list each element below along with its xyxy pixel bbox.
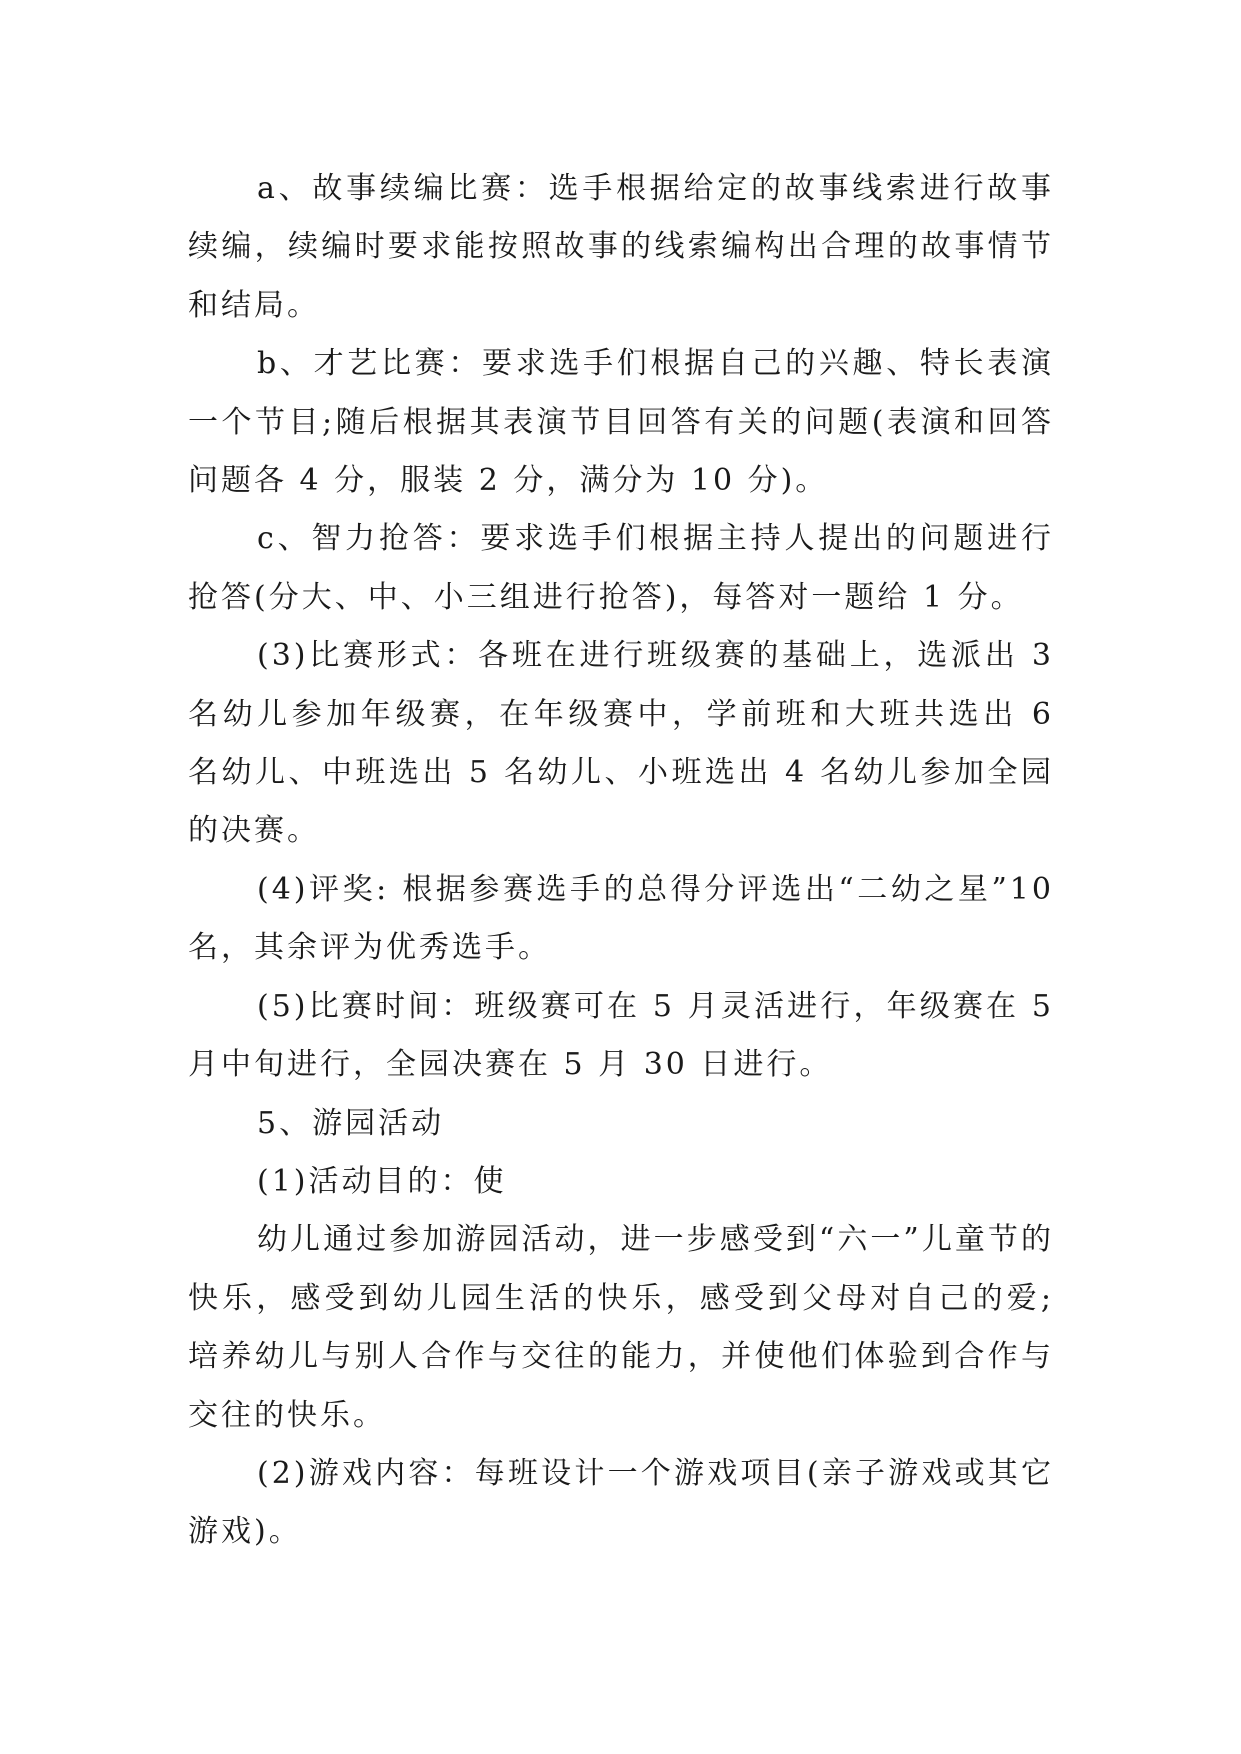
paragraph-activity-purpose: 幼儿通过参加游园活动，进一步感受到“六一”儿童节的快乐，感受到幼儿园生活的快乐，感受到父母对自己的爱;培养幼儿与别人合作与交往的能力，并使他们体验到合作与交往的快乐。 <box>188 1222 1054 1433</box>
paragraph-talent-contest: b、才艺比赛：要求选手们根据自己的兴趣、特长表演一个节目;随后根据其表演节目回答有关的问题(表演和回答问题各 4 分，服装 2 分，满分为 10 分)。 <box>188 346 1054 499</box>
document-body <box>188 160 1054 1562</box>
paragraph-awards: (4)评奖: 根据参赛选手的总得分评选出“二幼之星”10 名，其余评为优秀选手。 <box>188 871 1054 966</box>
section-heading-garden-activity: 5、游园活动 <box>257 1105 445 1141</box>
paragraph-game-content: (2)游戏内容：每班设计一个游戏项目(亲子游戏或其它游戏)。 <box>188 1455 1054 1550</box>
paragraph-quiz-contest: c、智力抢答：要求选手们根据主持人提出的问题进行抢答(分大、中、小三组进行抢答)，每答对一题给 1 分。 <box>188 521 1054 615</box>
paragraph-competition-format: (3)比赛形式：各班在进行班级赛的基础上，选派出 3 名幼儿参加年级赛，在年级赛中，学前班和大班共选出 6 名幼儿、中班选出 5 名幼儿、小班选出 4 名幼儿参加全园的决赛。 <box>188 638 1054 849</box>
paragraph-competition-time: (5)比赛时间：班级赛可在 5 月灵活进行，年级赛在 5 月中旬进行，全园决赛在 5 月 30 日进行。 <box>188 988 1054 1083</box>
paragraph-story-continuation: a、故事续编比赛：选手根据给定的故事线索进行故事续编，续编时要求能按照故事的线索编构出合理的故事情节和结局。 <box>188 171 1054 323</box>
paragraph-activity-purpose-label: (1)活动目的：使 <box>257 1163 507 1199</box>
